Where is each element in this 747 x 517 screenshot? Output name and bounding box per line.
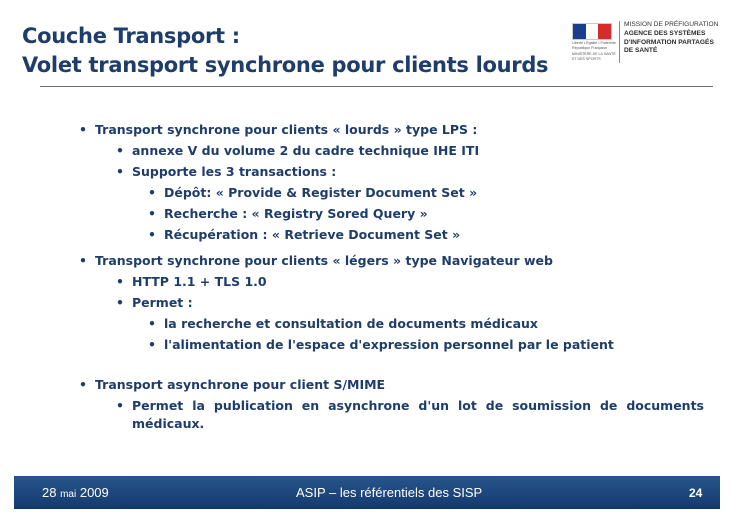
footer-bar — [14, 476, 720, 509]
flag-caption-2: République Française — [572, 46, 607, 50]
logo-divider — [619, 21, 620, 63]
slide-title — [22, 22, 548, 80]
permet-item: • l'alimentation de l'espace d'expression personnel par le patient — [148, 337, 614, 352]
page-number: 24 — [689, 486, 703, 500]
french-flag-icon — [572, 23, 612, 40]
permet-item: • la recherche et consultation de documents médicaux — [148, 316, 538, 331]
ministry-line-1: MINISTÈRE DE LA SANTÉ — [572, 52, 616, 56]
flag-caption-1: Liberté • Égalité • Fraternité — [572, 41, 616, 45]
sub-bullet-http: • HTTP 1.1 + TLS 1.0 — [116, 274, 267, 289]
transaction-item: • Dépôt: « Provide & Register Document Set » — [148, 185, 478, 200]
bullet-lps: • Transport synchrone pour clients « lourds » type LPS : — [79, 122, 478, 137]
transaction-item: • Recherche : « Registry Sored Query » — [148, 206, 428, 221]
logo-line-4: DE SANTÉ — [624, 47, 658, 55]
logo-line-1: MISSION DE PRÉFIGURATION — [624, 21, 719, 28]
title-line-1: Couche Transport : — [22, 24, 240, 48]
footer-date: 28 mai 2009 — [42, 485, 109, 500]
footer-title: ASIP – les référentiels des SISP — [296, 485, 483, 500]
bullet-lps-text: Transport synchrone pour clients « lourds » type LPS : — [95, 122, 478, 137]
transaction-item: • Récupération : « Retrieve Document Set » — [148, 227, 461, 242]
asip-logo — [572, 21, 742, 65]
sub-bullet-transactions: • Supporte les 3 transactions : — [116, 164, 337, 179]
logo-line-2: AGENCE DES SYSTÈMES — [624, 29, 706, 37]
title-line-2: Volet transport synchrone pour clients lourds — [22, 53, 549, 77]
bullet-smime: • Transport asynchrone pour client S/MIME — [79, 377, 386, 392]
logo-line-3: D'INFORMATION PARTAGÉS — [624, 38, 714, 46]
title-divider — [40, 86, 713, 87]
sub-bullet-publication: • Permet la publication en asynchrone d'un lot de soumission de documents médicaux. — [116, 398, 704, 431]
sub-bullet-annexe: • annexe V du volume 2 du cadre technique IHE ITI — [116, 143, 480, 158]
bullet-navigateur: • Transport synchrone pour clients « légers » type Navigateur web — [79, 253, 553, 268]
ministry-line-2: ET DES SPORTS — [572, 57, 601, 61]
logo-text — [624, 21, 744, 56]
sub-bullet-permet: • Permet : — [116, 295, 193, 310]
